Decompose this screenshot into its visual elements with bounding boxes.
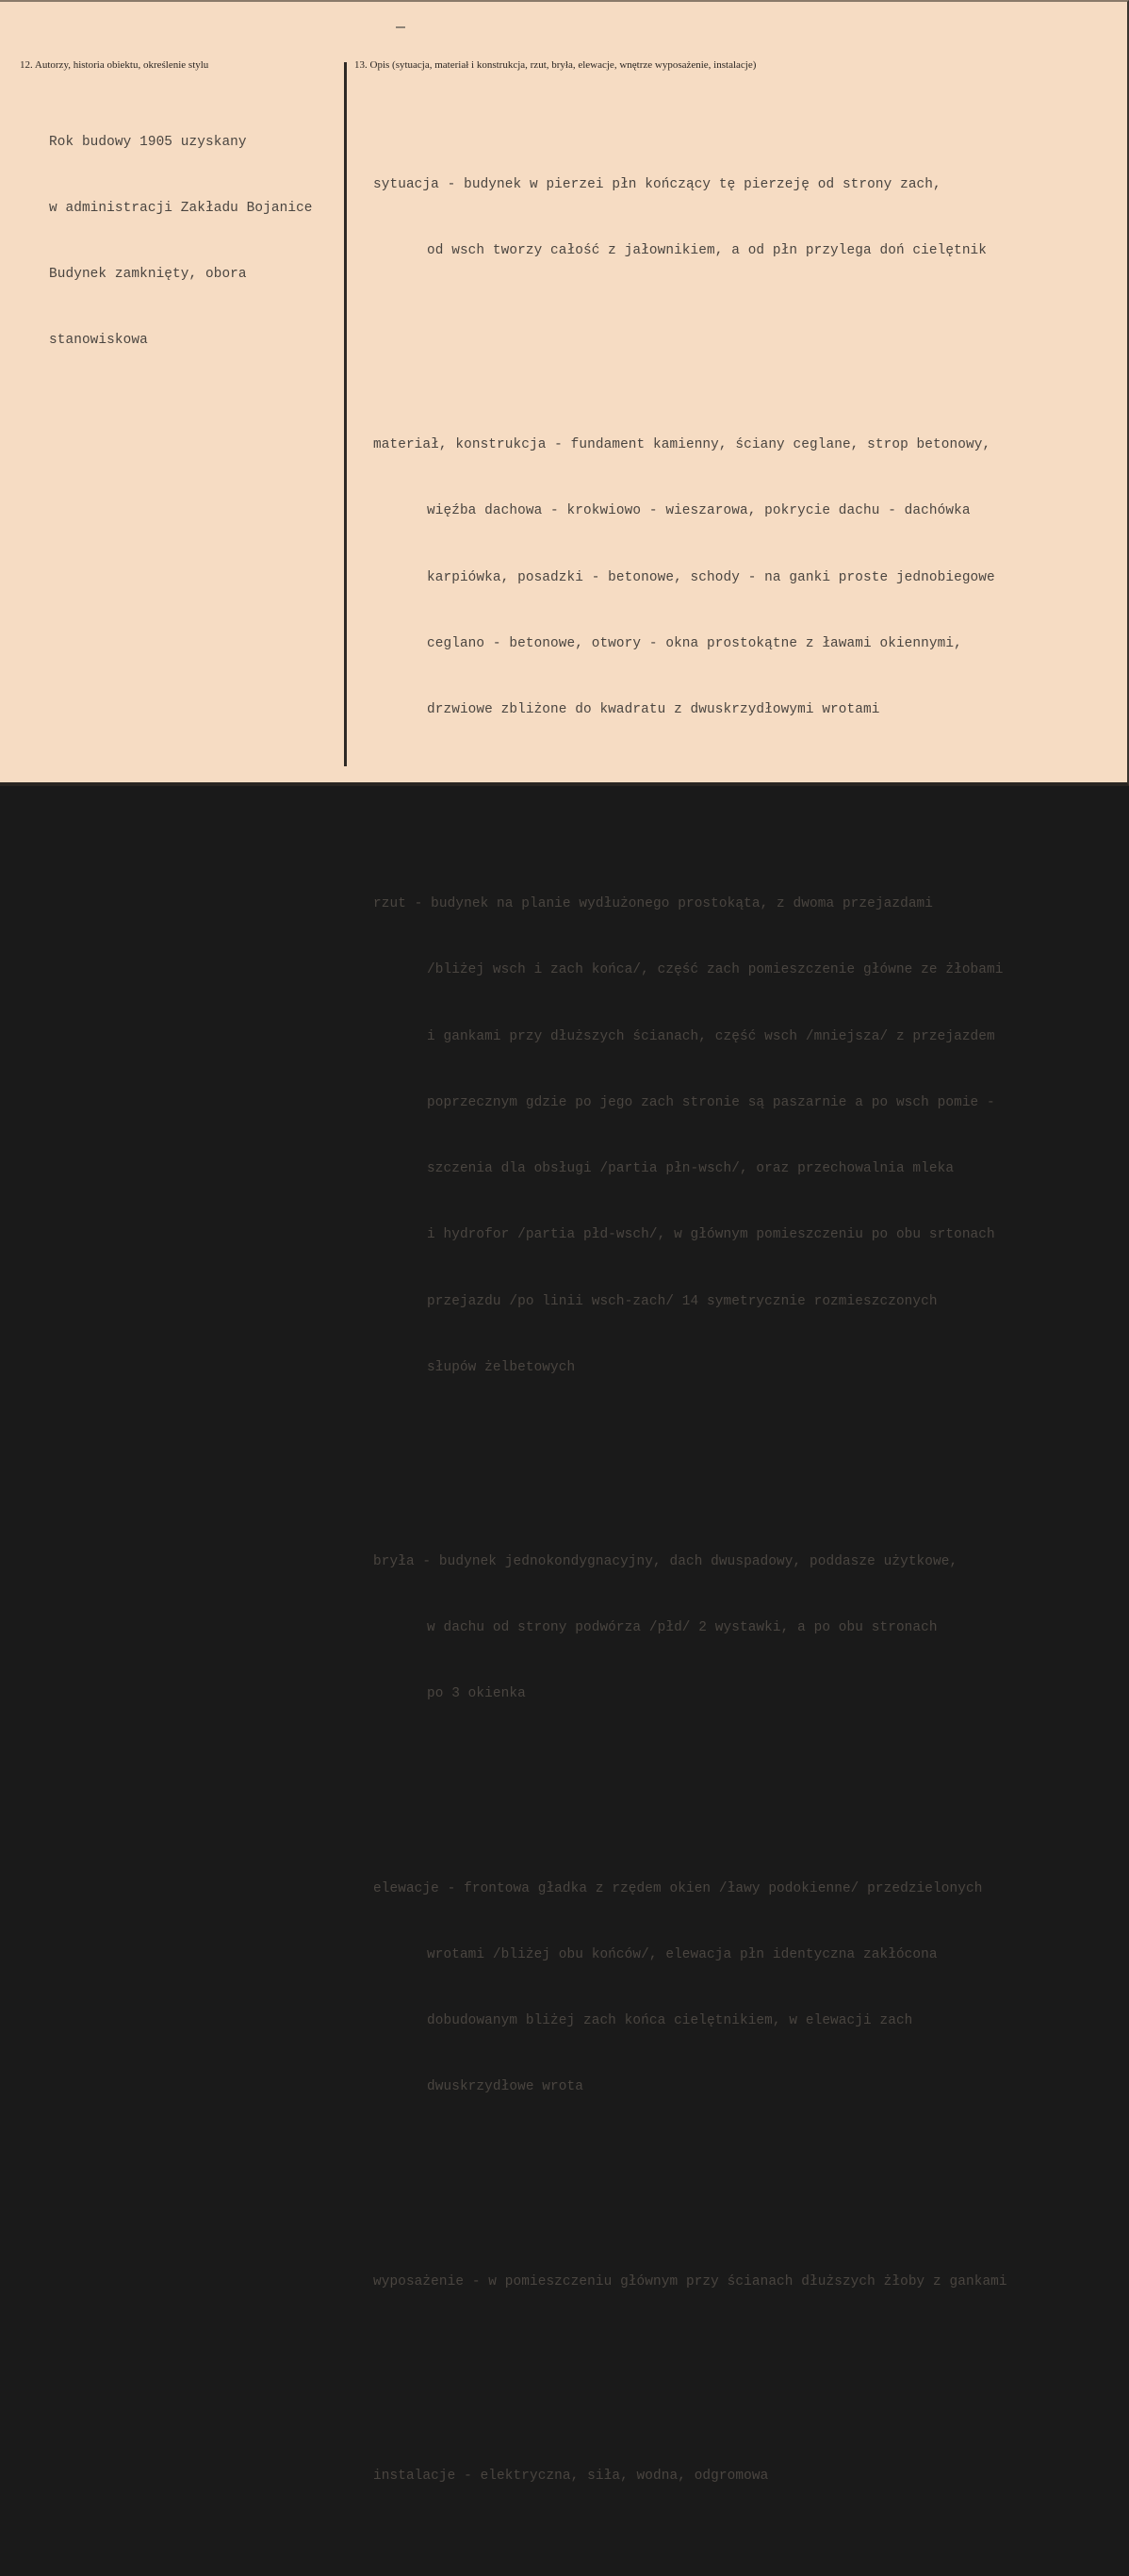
paragraph-line: wrotami /bliżej obu końców/, elewacja płn identyczna zakłócona xyxy=(427,1946,938,1962)
paragraph-first-line: sytuacja - budynek w pierzei płn kończący tę pierzeję od strony zach, xyxy=(373,176,941,192)
section-12-line: Budynek zamknięty, obora xyxy=(49,267,247,283)
column-divider xyxy=(344,62,347,766)
paragraph-line: i gankami przy dłuższych ścianach, część wsch /mniejsza/ z przejazdem xyxy=(427,1028,995,1044)
paragraph-wyposazenie xyxy=(373,2227,1007,2338)
paragraph-first-line: bryła - budynek jednokondygnacyjny, dach dwuspadowy, poddasze użytkowe, xyxy=(373,1554,958,1569)
paragraph-first-line: rzut - budynek na planie wydłużonego prostokąta, z dwoma przejazdami xyxy=(373,896,934,912)
paragraph-first-line: wyposażenie - w pomieszczeniu głównym przy ścianach dłuższych żłoby z gankami xyxy=(373,2273,1007,2289)
paragraph-sytuacja xyxy=(373,130,1007,306)
paragraph-first-line: materiał, konstrukcja - fundament kamienny, ściany ceglane, strop betonowy, xyxy=(373,437,991,453)
paragraph-line: i hydrofor /partia płd-wsch/, w głównym pomieszczeniu po obu srtonach xyxy=(427,1227,995,1243)
paragraph-line: dwuskrzydłowe wrota xyxy=(427,2079,583,2095)
paragraph-instalacje xyxy=(373,2421,1007,2532)
section-12-header: 12. Autorzy, historia obiektu, określenie stylu xyxy=(20,59,209,71)
paragraph-line: ceglano - betonowe, otwory - okna prostokątne z ławami okiennymi, xyxy=(427,635,962,651)
section-12-line: w administracji Zakładu Bojanice xyxy=(49,201,313,217)
section-12-line: Rok budowy 1905 uzyskany xyxy=(49,134,247,150)
paragraph-line: szczenia dla obsługi /partia płn-wsch/, oraz przechowalnia mleka xyxy=(427,1161,955,1177)
paragraph-line: dobudowanym bliżej zach końca cielętnikiem, w elewacji zach xyxy=(427,2013,913,2029)
paragraph-first-line: instalacje - elektryczna, siła, wodna, odgromowa xyxy=(373,2468,769,2484)
paragraph-line: w dachu od strony podwórza /płd/ 2 wystawki, a po obu stronach xyxy=(427,1620,938,1636)
paragraph-line: słupów żelbetowych xyxy=(427,1359,576,1375)
section-12-line: stanowiskowa xyxy=(49,333,148,349)
paragraph-line: po 3 okienka xyxy=(427,1686,526,1702)
paragraph-elewacje xyxy=(373,1834,1007,2143)
paragraph-line: karpiówka, posadzki - betonowe, schody - na ganki proste jednobiegowe xyxy=(427,569,995,585)
paragraph-line: /bliżej wsch i zach końca/, część zach pomieszczenie główne ze żłobami xyxy=(427,962,1004,978)
paragraph-line: przejazdu /po linii wsch-zach/ 14 symetrycznie rozmieszczonych xyxy=(427,1293,938,1309)
paragraph-line: więźba dachowa - krokwiowo - wieszarowa, pokrycie dachu - dachówka xyxy=(427,503,971,519)
paragraph-rzut xyxy=(373,849,1007,1423)
registration-tick xyxy=(396,26,405,28)
paragraph-line: poprzecznym gdzie po jego zach stronie są paszarnie a po wsch pomie - xyxy=(427,1094,995,1110)
section-13-text xyxy=(373,86,1007,2576)
paragraph-material xyxy=(373,390,1007,765)
paragraph-line: drzwiowe zbliżone do kwadratu z dwuskrzydłowymi wrotami xyxy=(427,701,880,717)
section-12-text xyxy=(49,88,313,397)
paragraph-first-line: elewacje - frontowa gładka z rzędem okien /ławy podokienne/ przedzielonych xyxy=(373,1880,983,1896)
paragraph-line: od wsch tworzy całość z jałownikiem, a od płn przylega doń cielętnik xyxy=(427,242,988,258)
paragraph-bryla xyxy=(373,1507,1007,1749)
section-13-header: 13. Opis (sytuacja, materiał i konstrukcja, rzut, bryła, elewacje, wnętrze wyposażenie, instalacje) xyxy=(354,59,757,71)
